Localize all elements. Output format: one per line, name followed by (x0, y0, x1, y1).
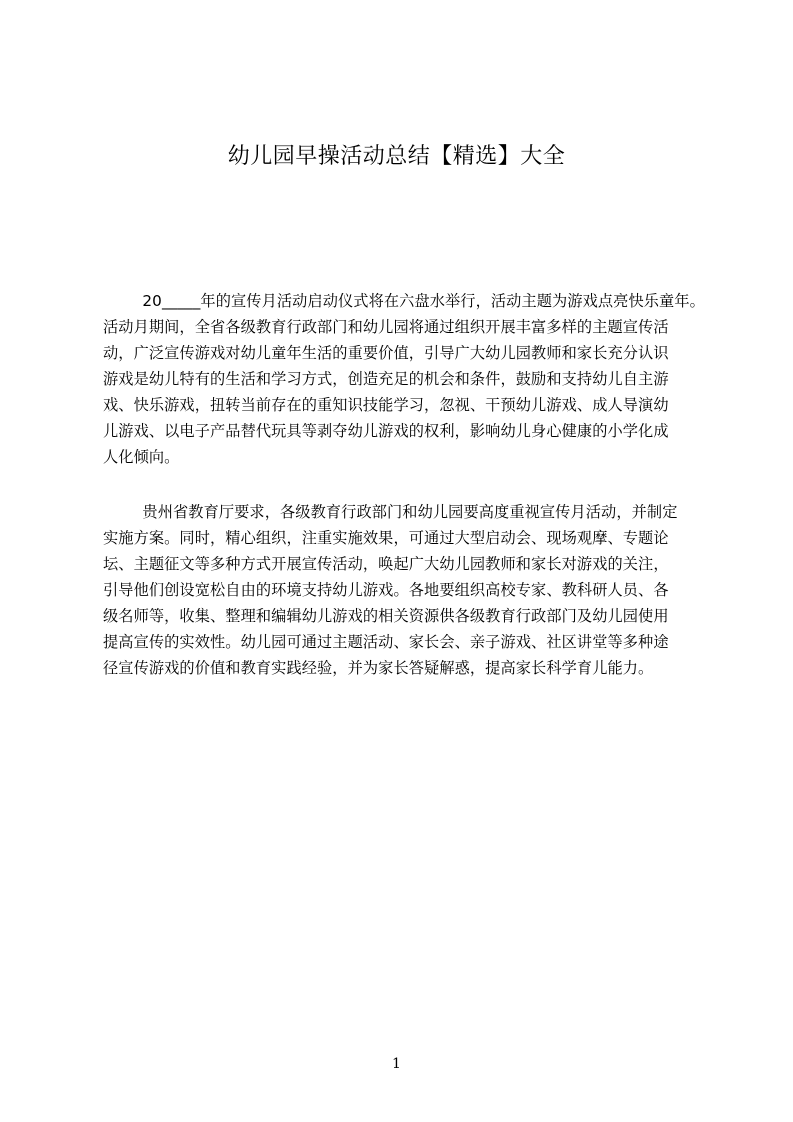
document-title: 幼儿园早操活动总结【精选】大全 (227, 144, 566, 169)
paragraph-line: 实施方案。同时，精心组织，注重实施效果，可通过大型启动会、现场观摩、专题论 (103, 529, 669, 547)
paragraph-line: 戏、快乐游戏，扭转当前存在的重知识技能学习，忽视、干预幼儿游戏、成人导演幼 (103, 396, 669, 414)
paragraph-line: 人化倾向。 (103, 448, 180, 466)
page-number: 1 (392, 1056, 401, 1072)
paragraph-line: 径宣传游戏的价值和教育实践经验，并为家长答疑解惑，提高家长科学育儿能力。 (103, 659, 654, 677)
paragraph-line: 游戏是幼儿特有的生活和学习方式，创造充足的机会和条件，鼓励和支持幼儿自主游 (103, 370, 669, 388)
paragraph-line: 20_____年的宣传月活动启动仪式将在六盘水举行，活动主题为游戏点亮快乐童年。 (103, 292, 705, 310)
paragraph-1 (103, 288, 705, 470)
paragraph-2 (103, 499, 677, 681)
paragraph-line: 提高宣传的实效性。幼儿园可通过主题活动、家长会、亲子游戏、社区讲堂等多种途 (103, 633, 669, 651)
paragraph-line: 贵州省教育厅要求，各级教育行政部门和幼儿园要高度重视宣传月活动，并制定 (103, 503, 678, 521)
paragraph-line: 活动月期间，全省各级教育行政部门和幼儿园将通过组织开展丰富多样的主题宣传活 (103, 318, 669, 336)
paragraph-line: 引导他们创设宽松自由的环境支持幼儿游戏。各地要组织高校专家、教科研人员、各 (103, 581, 669, 599)
paragraph-line: 动，广泛宣传游戏对幼儿童年生活的重要价值，引导广大幼儿园教师和家长充分认识 (103, 344, 669, 362)
paragraph-line: 级名师等，收集、整理和编辑幼儿游戏的相关资源供各级教育行政部门及幼儿园使用 (103, 607, 669, 625)
paragraph-line: 儿游戏、以电子产品替代玩具等剥夺幼儿游戏的权利，影响幼儿身心健康的小学化成 (103, 422, 669, 440)
paragraph-line: 坛、主题征文等多种方式开展宣传活动，唤起广大幼儿园教师和家长对游戏的关注， (103, 555, 669, 573)
